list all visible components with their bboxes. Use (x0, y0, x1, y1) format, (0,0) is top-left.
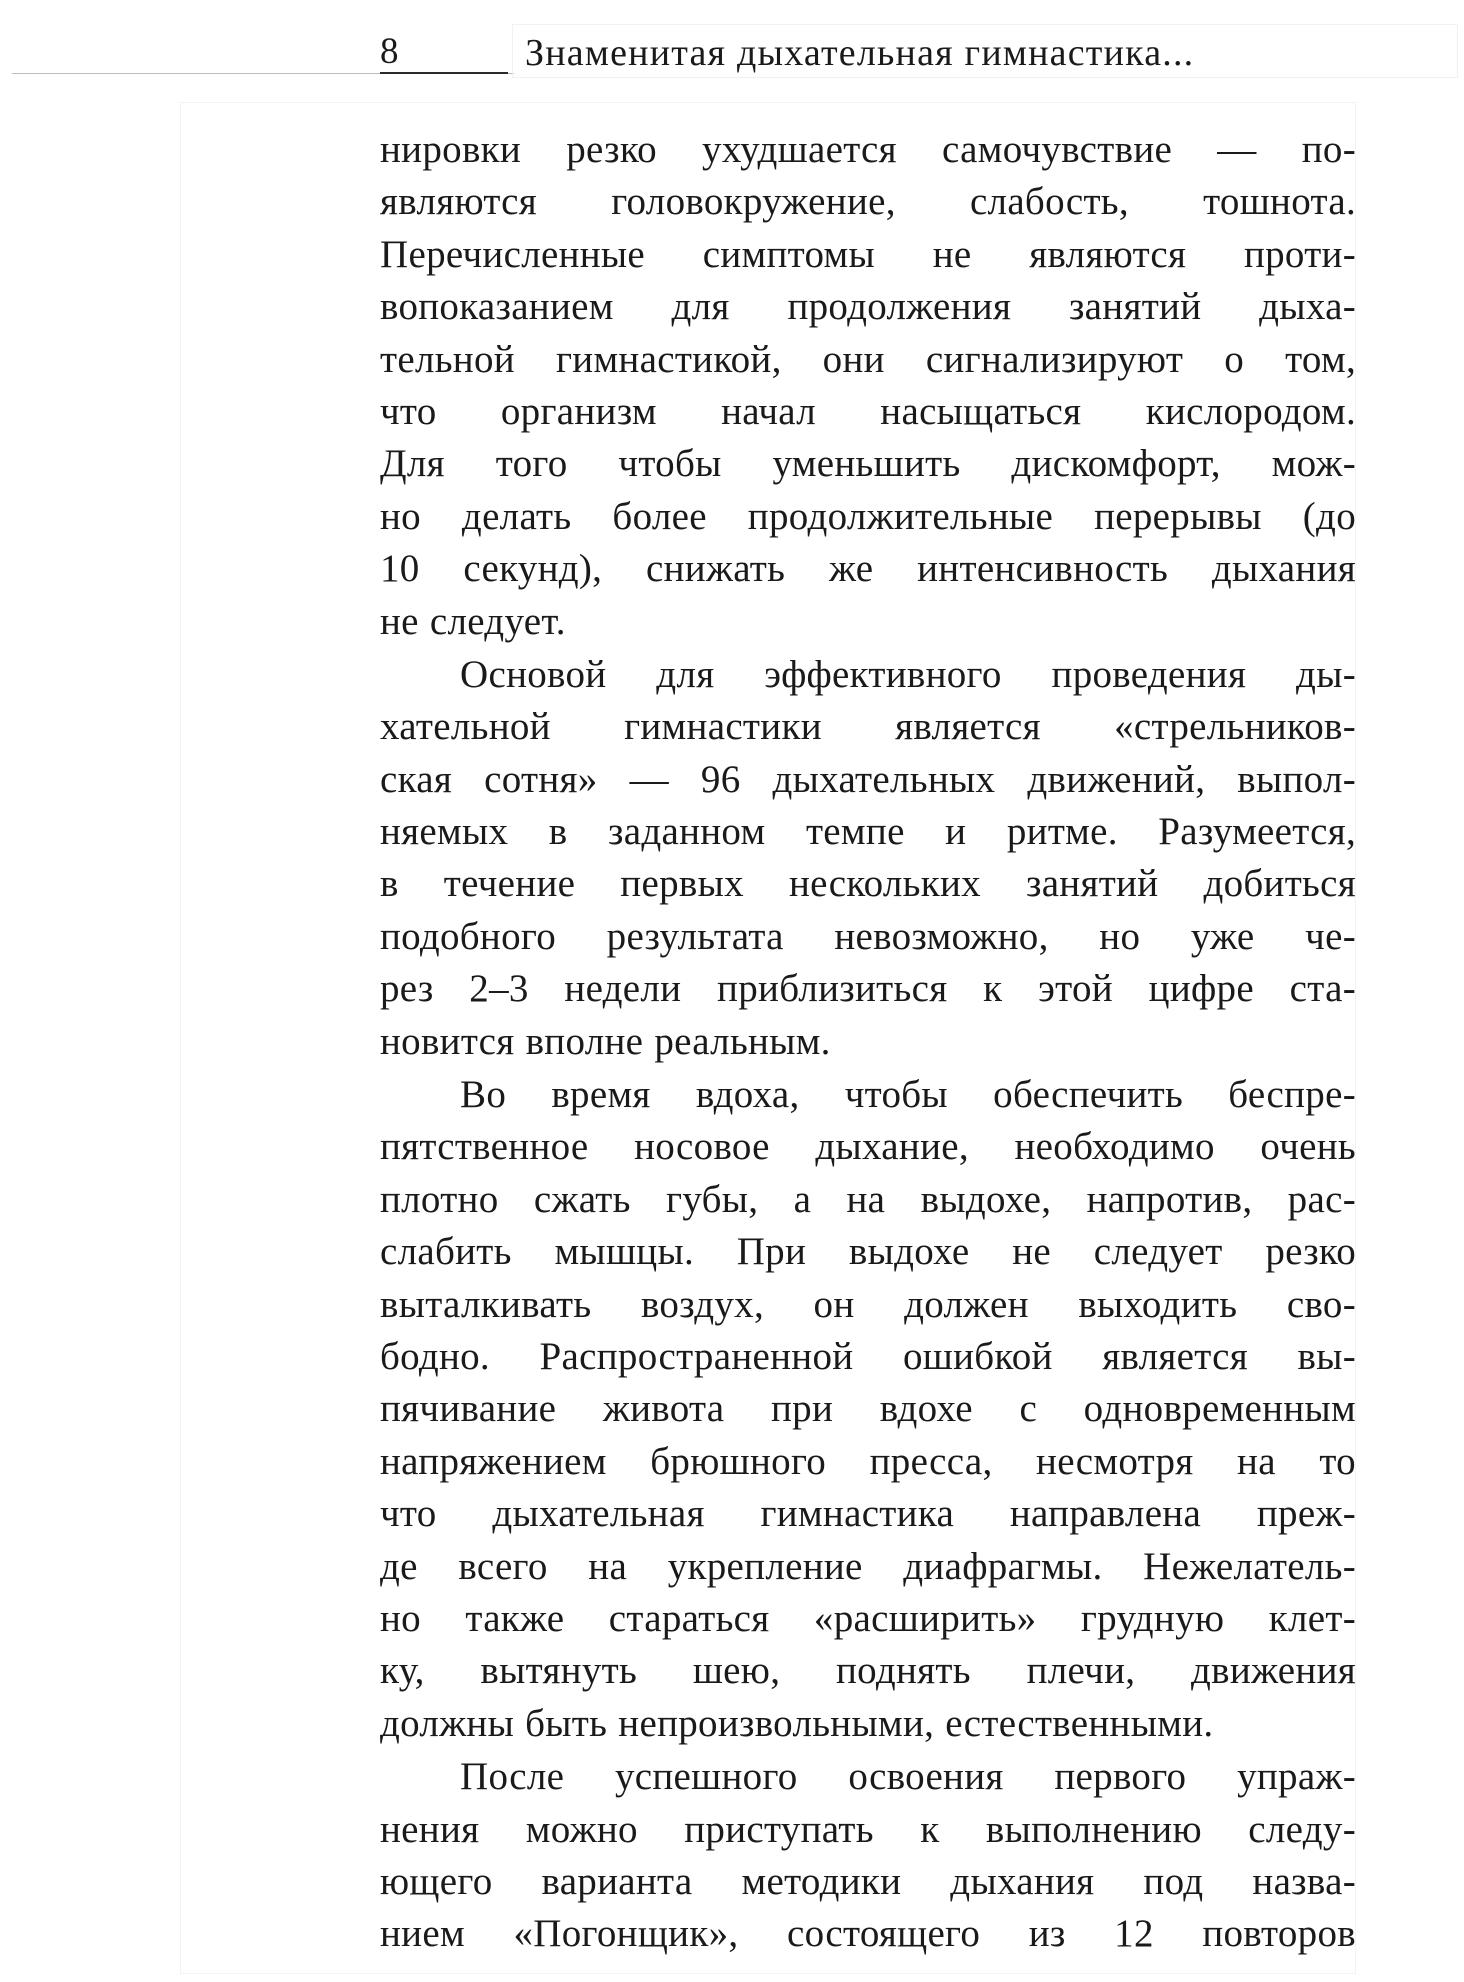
text-line: напряжением брюшного пресса, несмотря на то (380, 1439, 1356, 1483)
text-line: что дыхательная гимнастика направлена преж- (380, 1492, 1356, 1536)
text-line: должны быть непроизвольными, естественными. (380, 1701, 1214, 1745)
text-line: рез 2–3 недели приблизиться к этой цифре ста- (380, 967, 1356, 1011)
text-line: пячивание живота при вдохе с одновременным (380, 1387, 1356, 1431)
text-line: в течение первых нескольких занятий добиться (380, 862, 1356, 906)
text-line: Во время вдоха, чтобы обеспечить беспре- (460, 1073, 1356, 1117)
text-line: слабить мышцы. При выдохе не следует резко (380, 1230, 1356, 1274)
paragraph-4 (380, 1751, 1356, 1961)
text-line: нием «Погонщик», состоящего из 12 повторов (380, 1912, 1356, 1956)
text-line: бодно. Распространенной ошибкой является вы- (380, 1334, 1356, 1378)
text-line: де всего на укрепление диафрагмы. Нежелатель- (380, 1544, 1356, 1588)
text-line: являются головокружение, слабость, тошнота. (380, 180, 1356, 224)
text-line: нировки резко ухудшается самочувствие — по- (380, 128, 1356, 171)
running-title-box (512, 24, 1458, 78)
text-line: 10 секунд), снижать же интенсивность дыхания (380, 547, 1356, 591)
text-line: ку, вытянуть шею, поднять плечи, движения (380, 1649, 1356, 1693)
text-line: вопоказанием для продолжения занятий дыха- (380, 285, 1356, 329)
text-line: что организм начал насыщаться кислородом. (380, 389, 1356, 433)
text-line: нения можно приступать к выполнению следу- (380, 1807, 1356, 1851)
paragraph-2 (380, 649, 1356, 1068)
page-number: 8 (380, 31, 399, 72)
text-line: плотно сжать губы, а на выдохе, напротив, рас- (380, 1177, 1356, 1221)
text-line: не следует. (380, 599, 566, 643)
text-line: ющего варианта методики дыхания под назва- (380, 1859, 1356, 1903)
running-header (0, 14, 1464, 74)
text-line: Перечисленные симптомы не являются проти- (380, 232, 1356, 276)
page-number-box (380, 24, 508, 74)
text-line: тельной гимнастикой, они сигнализируют о том, (380, 337, 1356, 381)
text-line: ская сотня» — 96 дыхательных движений, выпол- (380, 757, 1356, 801)
text-line: но также стараться «расширить» грудную клет- (380, 1596, 1356, 1640)
text-line: новится вполне реальным. (380, 1019, 831, 1063)
text-line: но делать более продолжительные перерывы (до (380, 494, 1356, 538)
text-line: пятственное носовое дыхание, необходимо очень (380, 1125, 1356, 1169)
paragraph-3 (380, 1069, 1356, 1750)
text-line: хательной гимнастики является «стрельников- (380, 705, 1356, 749)
running-title: Знаменитая дыхательная гимнастика... (525, 32, 1195, 74)
body-text (380, 124, 1356, 1962)
paragraph-1 (380, 124, 1356, 648)
text-line: выталкивать воздух, он должен выходить сво- (380, 1282, 1356, 1326)
text-line: подобного результата невозможно, но уже че- (380, 914, 1356, 958)
text-line: Основой для эффективного проведения ды- (460, 652, 1356, 696)
text-line: Для того чтобы уменьшить дискомфорт, мож- (380, 442, 1356, 486)
text-line: няемых в заданном темпе и ритме. Разумеется, (380, 810, 1356, 854)
text-line: После успешного освоения первого упраж- (460, 1755, 1356, 1799)
